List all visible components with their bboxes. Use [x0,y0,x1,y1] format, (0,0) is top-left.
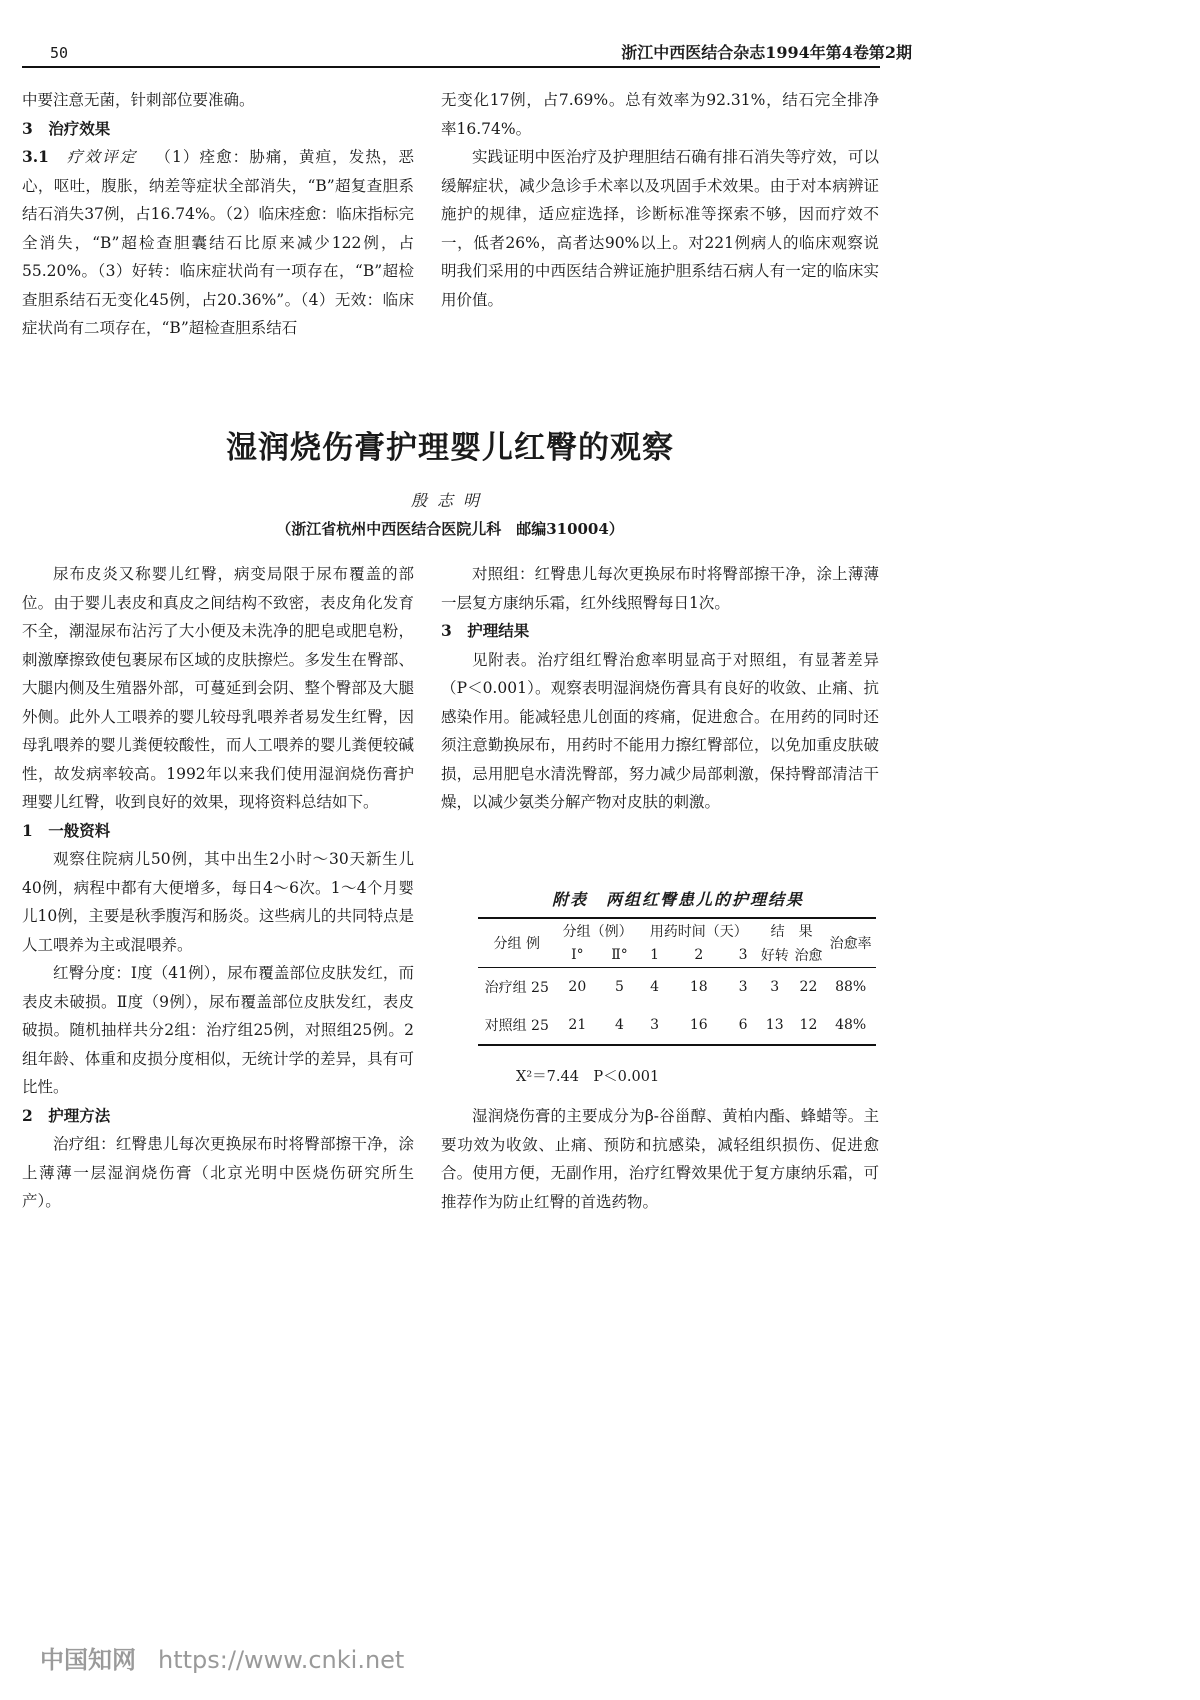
table-cell: 48% [825,1006,876,1045]
table-cell: 对照组 25 [478,1006,555,1045]
table-subheader: 2 [694,947,704,963]
article-author: 殷志明 [410,491,489,510]
article-right-column [441,560,879,817]
body-paragraph: 对照组：红臀患儿每次更换尿布时将臀部擦干净，涂上薄薄一层复方康纳乐霜，红外线照臀每日1次。 [441,565,879,612]
table-row [478,968,876,1007]
table-row [478,1006,876,1045]
article-right-column-bottom [441,1102,879,1216]
table-cell: 3 [770,979,780,995]
table-note: X²＝7.44 P＜0.001 [516,1069,660,1085]
table-cell: 5 [615,979,624,995]
section-heading: 1 一般资料 [22,820,111,840]
table-cell: 3 [640,1006,670,1045]
intro-paragraph: 尿布皮炎又称婴儿红臀，病变局限于尿布覆盖的部位。由于婴儿表皮和真皮之间结构不致密，表皮角化发育不全，潮湿尿布沾污了大小便及未洗净的肥皂或肥皂粉，刺激摩擦致使包裹尿布区域的皮肤擦烂。多发生在臀部、大腿内侧及生殖器外部，可蔓延到会阴、整个臀部及大腿外侧。此外人工喂养的婴儿较母乳喂养者易发生红臀，因母乳喂养的婴儿粪便较酸性，而人工喂养的婴儿粪便较碱性，故发病率较高。1992年以来我们使用湿润烧伤膏护理婴儿红臀，收到良好的效果，现将资料总结如下。 [22,565,414,811]
table-cell: 13 [758,1006,792,1045]
table-header-days: 用药时间（天） [649,924,748,940]
cnki-watermark [40,1640,404,1675]
table-cell: 21 [555,1006,599,1045]
table-cell: 16 [669,1006,728,1045]
page-number: 50 [50,44,69,62]
table-subheader: 治愈 [794,948,823,964]
watermark-brand: 中国知网 [40,1646,136,1674]
table-cell: 12 [792,1006,826,1045]
results-table [478,917,876,1046]
prev-article-left-column [22,86,414,343]
table-cell: 20 [568,979,587,995]
subsection-text: （1）痊愈：胁痛，黄疸，发热，恶心，呕吐，腹胀，纳差等症状全部消失，“B”超复查胆系结石消失37例，占16.74%。（2）临床痊愈：临床指标完全消失，“B”超检查胆囊结石比原来减少122例，占55.20%。（3）好转：临床症状尚有一项存在，“B”超检查胆系结石无变化45例，占20.36%”。（4）无效：临床症状尚有二项存在，“B”超检查胆系结石 [22,148,414,337]
table-header-outcome: 结 果 [770,924,813,940]
header-rule [22,66,880,68]
table-cell: 6 [728,1006,758,1045]
table-subheader: 好转 [760,948,789,964]
article-title: 湿润烧伤膏护理婴儿红臀的观察 [226,430,674,466]
table-cell: 3 [738,979,748,995]
body-paragraph: 湿润烧伤膏的主要成分为β-谷甾醇、黄柏内酯、蜂蜡等。主要功效为收敛、止痛、预防和抗感染，减轻组织损伤、促进愈合。使用方便，无副作用，治疗红臀效果优于复方康纳乐霜，可推荐作为防止红臀的首选药物。 [441,1107,879,1211]
table-header-rate: 治愈率 [829,936,872,952]
table-cell: 88% [835,979,867,995]
prev-article-right-column [441,86,879,314]
prev-paragraph [22,143,414,343]
table-cell: 4 [599,1006,640,1045]
prev-text-line: 中要注意无菌，针刺部位要准确。 [22,91,255,109]
prev-paragraph: 无变化17例，占7.69%。总有效率为92.31%，结石完全排净率16.74%。 [441,91,879,138]
watermark-url: https://www.cnki.net [158,1646,405,1674]
section-heading: 3 护理结果 [441,621,530,640]
body-paragraph: 治疗组：红臀患儿每次更换尿布时将臀部擦干净，涂上薄薄一层湿润烧伤膏（北京光明中医烧伤研究所生产）。 [22,1135,414,1210]
table-cell: 治疗组 25 [484,980,549,996]
prev-paragraph: 实践证明中医治疗及护理胆结石确有排石消失等疗效，可以缓解症状，减少急诊手术率以及巩固手术效果。由于对本病辨证施护的规律，适应症选择，诊断标准等探索不够，因而疗效不一，低者26%，高者达90%以上。对221例病人的临床观察说明我们采用的中西医结合辨证施护胆系结石病人有一定的临床实用价值。 [441,148,879,309]
body-paragraph: 红臀分度：I度（41例），尿布覆盖部位皮肤发红，而表皮未破损。Ⅱ度（9例），尿布覆盖部位皮肤发红，表皮破损。随机抽样共分2组：治疗组25例，对照组25例。2组年龄、体重和皮损分度相似，无统计学的差异，具有可比性。 [22,964,414,1096]
table-subheader: 1 [650,947,659,963]
journal-header: 浙江中西医结合杂志1994年第4卷第2期 [621,43,912,62]
article-left-column [22,560,414,1216]
table-header-grade: 分组（例） [562,924,633,940]
table-cell: 22 [799,979,818,995]
table-subheader: Ⅱ° [611,947,628,963]
table-cell: 4 [650,979,659,995]
table-caption: 附表 两组红臀患儿的护理结果 [551,890,804,909]
body-paragraph: 观察住院病儿50例，其中出生2小时～30天新生儿40例，病程中都有大便增多，每日4～6次。1～4个月婴儿10例，主要是秋季腹泻和肠炎。这些病儿的共同特点是人工喂养为主或混喂养。 [22,850,414,954]
table-subheader: Ⅰ° [571,947,584,963]
table-subheader: 3 [738,947,748,963]
table-cell: 18 [689,979,708,995]
section-heading: 2 护理方法 [22,1105,111,1125]
article-affiliation: （浙江省杭州中西医结合医院儿科 邮编310004） [276,520,624,538]
table-header-group: 分组 例 [493,936,540,952]
subsection-number: 3.1 [22,147,49,166]
body-paragraph: 见附表。治疗组红臀治愈率明显高于对照组，有显著差异（P＜0.001）。观察表明湿润烧伤膏具有良好的收敛、止痛、抗感染作用。能减轻患儿创面的疼痛，促进愈合。在用药的同时还须注意勤换尿布，用药时不能用力擦红臀部位，以免加重皮肤破损，忌用肥皂水清洗臀部，努力减少局部刺激，保持臀部清洁干燥，以减少氨类分解产物对皮肤的刺激。 [441,650,879,811]
subsection-label: 疗效评定 [67,148,138,166]
section-heading: 3 治疗效果 [22,118,111,138]
